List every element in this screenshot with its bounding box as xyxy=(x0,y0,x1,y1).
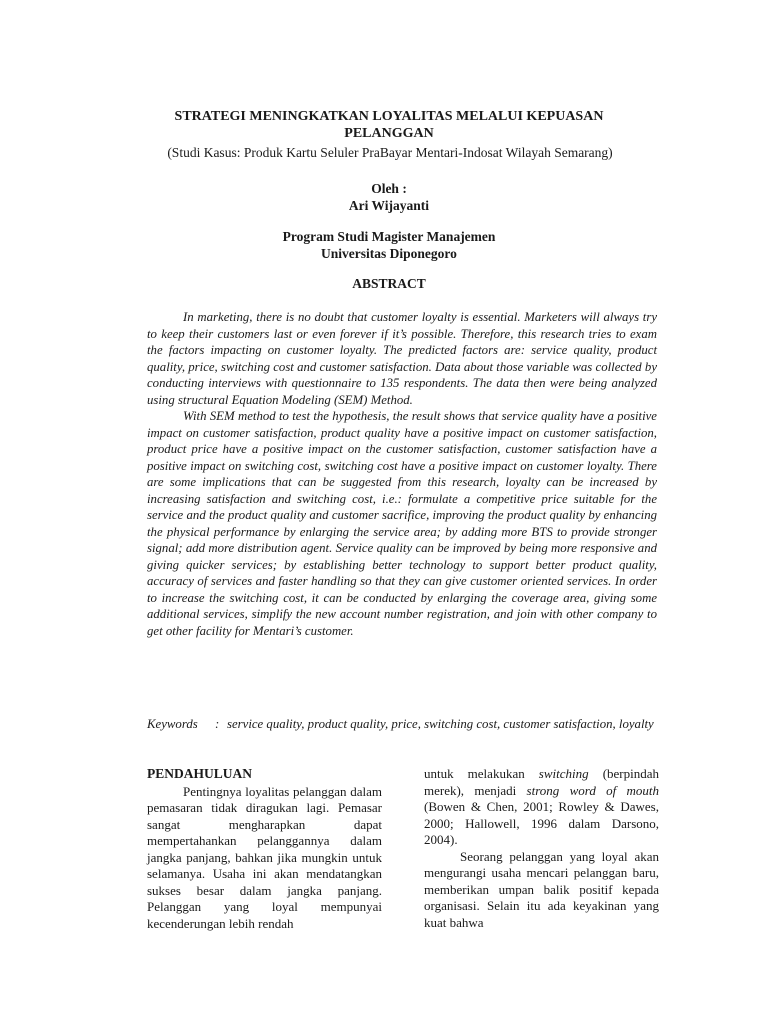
right-para1-text-a: untuk melakukan xyxy=(424,766,539,781)
right-paragraph-1 xyxy=(424,766,659,849)
paper-title: STRATEGI MENINGKATKAN LOYALITAS MELALUI KEPUASAN PELANGGAN xyxy=(174,109,604,141)
author-name: Ari Wijayanti xyxy=(348,198,430,213)
university-name: Universitas Diponegoro xyxy=(321,246,457,261)
right-para1-em-switching: switching xyxy=(538,766,589,781)
right-para1-em-wom: strong word of mouth xyxy=(526,782,660,798)
by-label: Oleh : xyxy=(371,181,407,196)
keywords-text: service quality, product quality, price, switching cost, customer satisfaction, loyalty xyxy=(227,717,654,731)
right-para1-text-c: (Bowen & Chen, 2001; Rowley & Dawes, 2000; Hallowell, 1996 dalam Darsono, 2004). xyxy=(424,799,659,847)
keywords-colon: : xyxy=(215,717,220,731)
keywords-label: Keywords xyxy=(147,717,198,731)
paper-subtitle: (Studi Kasus: Produk Kartu Seluler PraBayar Mentari-Indosat Wilayah Semarang) xyxy=(167,145,613,160)
affiliation-block xyxy=(0,228,768,262)
section-heading: PENDAHULUAN xyxy=(147,766,253,781)
right-column xyxy=(424,766,659,931)
author-block xyxy=(0,180,768,214)
keywords-block xyxy=(147,716,657,733)
left-column xyxy=(147,766,382,932)
right-paragraph-2: Seorang pelanggan yang loyal akan mengurangi usaha mencari pelanggan baru, memberikan umpan balik positif kepada organisasi. Selain itu ada keyakinan yang kuat bahwa xyxy=(424,848,659,930)
abstract-heading: ABSTRACT xyxy=(352,276,426,291)
abstract-paragraph-1: In marketing, there is no doubt that customer loyalty is essential. Marketers will always try to keep their customers last or even forever if it’s possible. Therefore, this research tries to exam the factors impacting on customer loyalty. The predicted factors are: service quality, product quality, price, switching cost and customer satisfaction. Data about those variable was collected by conducting interviews with questionnaire to 135 respondents. The data then were being analyzed using structural Equation Modeling (SEM) Method. xyxy=(147,310,657,407)
left-paragraph: Pentingnya loyalitas pelanggan dalam pemasaran tidak diragukan lagi. Pemasar sangat mengharapkan dapat mempertahankan pelanggannya dalam jangka panjang, bahkan jika mungkin untuk selamanya. Usaha ini akan mendatangkan sukses besar dalam jangka panjang. Pelanggan yang loyal mempunyai kecenderungan lebih rendah xyxy=(147,783,382,931)
abstract-paragraph-2: With SEM method to test the hypothesis, the result shows that service quality have a positive impact on customer satisfaction, product quality have a positive impact on customer satisfaction, product price have a positive impact on the customer satisfaction, customer satisfaction have a positive impact on switching cost, switching cost have a positive impact on customer loyalty. There are some implications that can be suggested from this research, loyalty can be increased by increasing satisfaction and switching cost, i.e.: formulate a competitive price suitable for the service and the product quality and customer sacrifice, improving the product quality by enhancing the physical performance by enlarging the service area; by adding more BTS to provide stronger signal; add more distribution agent. Service quality can be improved by being more responsive and giving quicker services; by establishing better technology to support better product quality, accuracy of services and faster handling so that they can give customer oriented services. In order to increase the switching cost, it can be conducted by enlarging the coverage area, giving some additional services, simplify the new account number registration, and join with other company to get other facility for Mentari’s customer. xyxy=(147,409,657,638)
program-name: Program Studi Magister Manajemen xyxy=(282,229,496,244)
abstract-body xyxy=(147,309,657,639)
right-para1-text-b: (berpindah merek), menjadi xyxy=(424,766,659,798)
